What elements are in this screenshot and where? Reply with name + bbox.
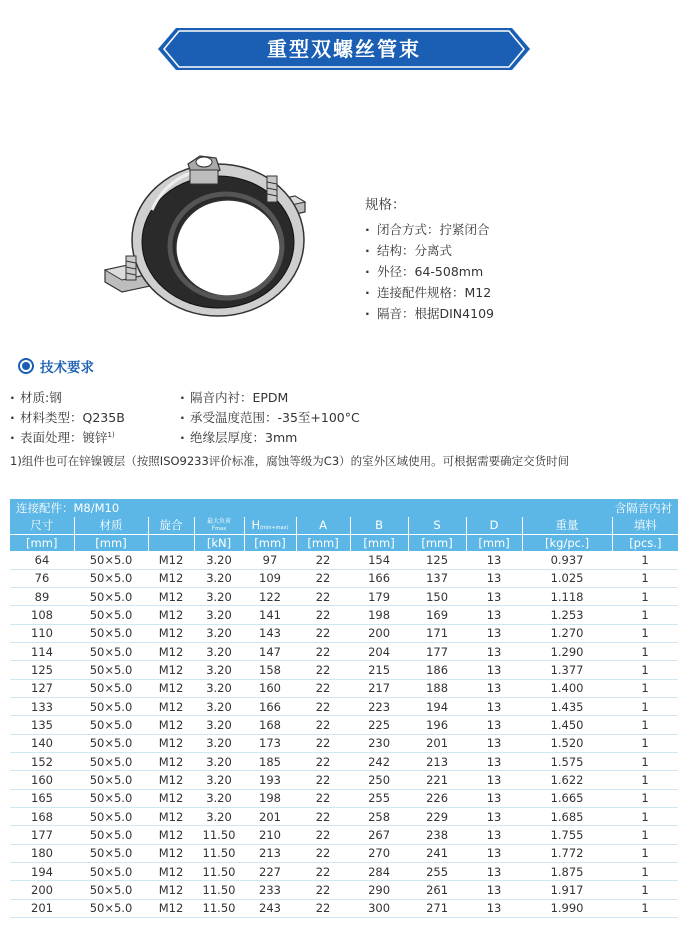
table-cell: 22	[296, 789, 350, 807]
table-cell: 13	[466, 899, 522, 917]
table-cell: 229	[408, 808, 466, 826]
table-cell: 11.50	[194, 826, 244, 844]
table-row	[10, 753, 678, 771]
pipe-clamp-image	[100, 140, 320, 325]
table-row	[10, 588, 678, 606]
table-cell: 110	[10, 624, 74, 642]
table-cell: M12	[148, 643, 194, 661]
table-caption: 连接配件：M8/M10	[10, 499, 350, 517]
table-row	[10, 698, 678, 716]
table-cell: 201	[244, 808, 296, 826]
table-cell: 3.20	[194, 643, 244, 661]
table-cell: 50×5.0	[74, 753, 148, 771]
table-row	[10, 734, 678, 752]
tech-requirements-right	[180, 388, 360, 448]
table-cell: 1	[612, 734, 678, 752]
table-cell: M12	[148, 899, 194, 917]
footnote: 1)组件也可在锌镍镀层（按照ISO9233评价标准，腐蚀等级为C3）的室外区域使用。可根据需要确定交货时间	[10, 454, 570, 468]
requirement-item: · 材质:钢	[10, 390, 62, 405]
table-cell: 3.20	[194, 734, 244, 752]
table-cell: M12	[148, 606, 194, 624]
requirement-item: · 隔音内衬：EPDM	[180, 390, 289, 405]
table-row	[10, 863, 678, 881]
table-cell: 141	[244, 606, 296, 624]
table-cell: 177	[10, 826, 74, 844]
table-cell: 13	[466, 881, 522, 899]
table-cell: 13	[466, 698, 522, 716]
unit-header: [mm]	[10, 534, 74, 551]
table-cell: 50×5.0	[74, 808, 148, 826]
table-cell: M12	[148, 679, 194, 697]
table-cell: 50×5.0	[74, 716, 148, 734]
table-cell: 3.20	[194, 606, 244, 624]
table-cell: 168	[10, 808, 74, 826]
table-cell: 140	[10, 734, 74, 752]
table-cell: 13	[466, 808, 522, 826]
table-cell: 242	[350, 753, 408, 771]
table-cell: 1.118	[522, 588, 612, 606]
table-cell: 22	[296, 588, 350, 606]
table-cell: 154	[350, 551, 408, 569]
table-cell: 133	[10, 698, 74, 716]
table-cell: 13	[466, 734, 522, 752]
table-cell: 152	[10, 753, 74, 771]
table-cell: M12	[148, 551, 194, 569]
column-header: S	[408, 517, 466, 534]
table-cell: 13	[466, 551, 522, 569]
table-cell: 217	[350, 679, 408, 697]
table-row	[10, 789, 678, 807]
table-cell: 13	[466, 679, 522, 697]
table-cell: 50×5.0	[74, 569, 148, 587]
table-cell: 22	[296, 643, 350, 661]
table-cell: 261	[408, 881, 466, 899]
table-cell: 180	[10, 844, 74, 862]
table-cell: 109	[244, 569, 296, 587]
table-cell: 22	[296, 753, 350, 771]
table-cell: 150	[408, 588, 466, 606]
table-cell: 1.400	[522, 679, 612, 697]
requirement-item: · 材料类型：Q235B	[10, 410, 125, 425]
unit-header: [pcs.]	[612, 534, 678, 551]
table-cell: M12	[148, 881, 194, 899]
table-cell: 1	[612, 551, 678, 569]
requirement-item: · 承受温度范围：-35至+100°C	[180, 410, 360, 425]
table-cell: 1	[612, 569, 678, 587]
table-cell: 11.50	[194, 881, 244, 899]
table-cell: 1.290	[522, 643, 612, 661]
table-cell: 284	[350, 863, 408, 881]
table-cell: 13	[466, 826, 522, 844]
table-cell: 11.50	[194, 863, 244, 881]
table-cell: 290	[350, 881, 408, 899]
table-cell: 13	[466, 716, 522, 734]
table-cell: 1	[612, 789, 678, 807]
table-cell: 3.20	[194, 569, 244, 587]
table-cell: 13	[466, 661, 522, 679]
table-cell: 50×5.0	[74, 679, 148, 697]
table-cell: M12	[148, 698, 194, 716]
table-row	[10, 624, 678, 642]
table-cell: 1	[612, 679, 678, 697]
table-cell: 1	[612, 606, 678, 624]
table-cell: 13	[466, 624, 522, 642]
table-cell: 250	[350, 771, 408, 789]
table-cell: M12	[148, 661, 194, 679]
table-cell: 50×5.0	[74, 606, 148, 624]
table-cell: 50×5.0	[74, 551, 148, 569]
spec-item: · 连接配件规格：M12	[365, 285, 492, 300]
table-cell: 270	[350, 844, 408, 862]
column-header: 旋合	[148, 517, 194, 534]
table-cell: 143	[244, 624, 296, 642]
table-cell: 13	[466, 863, 522, 881]
table-cell: 1	[612, 844, 678, 862]
table-cell: 1	[612, 899, 678, 917]
table-cell: 173	[244, 734, 296, 752]
table-cell: 204	[350, 643, 408, 661]
table-cell: 185	[244, 753, 296, 771]
column-header: 重量	[522, 517, 612, 534]
requirement-item: · 表面处理：镀锌$^{1)}$	[10, 430, 115, 445]
table-cell: 22	[296, 679, 350, 697]
table-cell: 186	[408, 661, 466, 679]
table-cell: 200	[350, 624, 408, 642]
table-cell: 127	[10, 679, 74, 697]
table-row	[10, 826, 678, 844]
table-cell: M12	[148, 826, 194, 844]
table-cell: 233	[244, 881, 296, 899]
table-cell: 97	[244, 551, 296, 569]
table-cell: 22	[296, 551, 350, 569]
tech-section-title: 技术要求	[18, 356, 94, 376]
table-cell: 1.772	[522, 844, 612, 862]
table-cell: 50×5.0	[74, 661, 148, 679]
table-cell: 1	[612, 881, 678, 899]
column-header: B	[350, 517, 408, 534]
table-cell: 201	[10, 899, 74, 917]
table-cell: 194	[408, 698, 466, 716]
column-header: A	[296, 517, 350, 534]
table-cell: 221	[408, 771, 466, 789]
table-cell: 171	[408, 624, 466, 642]
table-cell: 13	[466, 588, 522, 606]
table-cell: 1	[612, 753, 678, 771]
table-cell: 168	[244, 716, 296, 734]
table-cell: 193	[244, 771, 296, 789]
column-header: D	[466, 517, 522, 534]
table-cell: M12	[148, 844, 194, 862]
table-cell: 13	[466, 569, 522, 587]
table-cell: 1	[612, 661, 678, 679]
table-cell: 3.20	[194, 808, 244, 826]
table-cell: 227	[244, 863, 296, 881]
table-cell: 50×5.0	[74, 899, 148, 917]
page-title: 重型双螺丝管束	[267, 37, 421, 61]
table-cell: 22	[296, 734, 350, 752]
table-cell: 76	[10, 569, 74, 587]
table-cell: 135	[10, 716, 74, 734]
title-banner	[158, 28, 530, 70]
table-cell: 230	[350, 734, 408, 752]
table-cell: M12	[148, 771, 194, 789]
table-cell: 158	[244, 661, 296, 679]
table-row	[10, 643, 678, 661]
table-row	[10, 606, 678, 624]
table-caption-note: 含隔音内衬	[350, 499, 678, 517]
table-cell: 13	[466, 844, 522, 862]
table-cell: 1.875	[522, 863, 612, 881]
table-row	[10, 899, 678, 917]
table-cell: 11.50	[194, 899, 244, 917]
table-cell: 267	[350, 826, 408, 844]
table-cell: 177	[408, 643, 466, 661]
table-cell: 3.20	[194, 771, 244, 789]
spec-table	[10, 499, 678, 918]
requirement-item: · 绝缘层厚度：3mm	[180, 430, 298, 445]
table-cell: 1	[612, 863, 678, 881]
table-cell: 3.20	[194, 551, 244, 569]
table-cell: 165	[10, 789, 74, 807]
table-cell: 22	[296, 716, 350, 734]
table-row	[10, 679, 678, 697]
footnote-marker: 1)	[107, 431, 115, 439]
table-cell: 1.990	[522, 899, 612, 917]
table-row	[10, 716, 678, 734]
table-cell: 22	[296, 826, 350, 844]
table-cell: 179	[350, 588, 408, 606]
unit-header: [kN]	[194, 534, 244, 551]
table-cell: 1.377	[522, 661, 612, 679]
table-cell: 22	[296, 698, 350, 716]
table-row	[10, 661, 678, 679]
table-cell: 50×5.0	[74, 643, 148, 661]
table-cell: 198	[350, 606, 408, 624]
table-cell: 1.622	[522, 771, 612, 789]
table-cell: 166	[244, 698, 296, 716]
table-cell: 241	[408, 844, 466, 862]
radio-circle-icon	[18, 358, 34, 374]
table-cell: 50×5.0	[74, 624, 148, 642]
table-cell: 200	[10, 881, 74, 899]
column-header: 尺寸	[10, 517, 74, 534]
table-cell: 1.450	[522, 716, 612, 734]
table-cell: 22	[296, 606, 350, 624]
table-cell: 169	[408, 606, 466, 624]
table-cell: 300	[350, 899, 408, 917]
table-cell: 22	[296, 771, 350, 789]
table-cell: 22	[296, 899, 350, 917]
table-cell: 50×5.0	[74, 771, 148, 789]
table-row	[10, 771, 678, 789]
table-cell: 114	[10, 643, 74, 661]
table-cell: 50×5.0	[74, 588, 148, 606]
specs-list	[365, 193, 494, 324]
unit-header	[148, 534, 194, 551]
table-cell: 1.755	[522, 826, 612, 844]
table-cell: 13	[466, 606, 522, 624]
table-cell: 13	[466, 643, 522, 661]
specs-heading: 规格：	[365, 197, 406, 213]
table-cell: 22	[296, 661, 350, 679]
table-cell: 137	[408, 569, 466, 587]
table-cell: M12	[148, 588, 194, 606]
table-cell: 1	[612, 808, 678, 826]
table-cell: 1.253	[522, 606, 612, 624]
column-header: 填料	[612, 517, 678, 534]
table-row	[10, 844, 678, 862]
table-cell: 1	[612, 716, 678, 734]
table-cell: M12	[148, 569, 194, 587]
table-cell: 160	[10, 771, 74, 789]
table-cell: 255	[350, 789, 408, 807]
table-cell: M12	[148, 808, 194, 826]
table-cell: 22	[296, 844, 350, 862]
table-cell: 3.20	[194, 679, 244, 697]
spec-item: · 闭合方式：拧紧闭合	[365, 222, 490, 237]
table-cell: 64	[10, 551, 74, 569]
table-cell: 13	[466, 753, 522, 771]
table-cell: 213	[244, 844, 296, 862]
table-cell: M12	[148, 716, 194, 734]
table-cell: 0.937	[522, 551, 612, 569]
table-cell: 22	[296, 569, 350, 587]
table-cell: 50×5.0	[74, 863, 148, 881]
table-cell: 223	[350, 698, 408, 716]
table-cell: 3.20	[194, 698, 244, 716]
table-cell: 3.20	[194, 661, 244, 679]
table-cell: 1.665	[522, 789, 612, 807]
table-cell: 13	[466, 789, 522, 807]
table-cell: 1.575	[522, 753, 612, 771]
table-cell: 3.20	[194, 716, 244, 734]
tech-requirements-left	[10, 388, 125, 448]
table-cell: 210	[244, 826, 296, 844]
table-cell: 1.270	[522, 624, 612, 642]
column-header: 材质	[74, 517, 148, 534]
table-cell: 198	[244, 789, 296, 807]
table-cell: 194	[10, 863, 74, 881]
table-cell: 226	[408, 789, 466, 807]
table-cell: 122	[244, 588, 296, 606]
table-row	[10, 881, 678, 899]
column-header-h: H(min+max)	[244, 517, 296, 534]
unit-header: [mm]	[244, 534, 296, 551]
table-row	[10, 551, 678, 569]
unit-header: [mm]	[296, 534, 350, 551]
table-cell: 1.917	[522, 881, 612, 899]
table-cell: 271	[408, 899, 466, 917]
unit-header: [mm]	[350, 534, 408, 551]
unit-header: [mm]	[408, 534, 466, 551]
table-cell: 201	[408, 734, 466, 752]
table-cell: 22	[296, 881, 350, 899]
table-cell: 166	[350, 569, 408, 587]
table-cell: 1	[612, 588, 678, 606]
table-cell: 147	[244, 643, 296, 661]
table-cell: 3.20	[194, 588, 244, 606]
table-cell: 1	[612, 698, 678, 716]
table-cell: M12	[148, 734, 194, 752]
table-cell: 160	[244, 679, 296, 697]
spec-item: · 结构：分离式	[365, 243, 453, 258]
table-cell: 255	[408, 863, 466, 881]
table-cell: 215	[350, 661, 408, 679]
spec-item: · 隔音：根据DIN4109	[365, 306, 494, 321]
table-cell: 188	[408, 679, 466, 697]
unit-header: [mm]	[466, 534, 522, 551]
table-row	[10, 808, 678, 826]
table-cell: 196	[408, 716, 466, 734]
table-cell: M12	[148, 863, 194, 881]
table-cell: 89	[10, 588, 74, 606]
table-cell: 258	[350, 808, 408, 826]
table-cell: 22	[296, 624, 350, 642]
table-cell: 22	[296, 863, 350, 881]
table-cell: 1	[612, 643, 678, 661]
table-cell: 243	[244, 899, 296, 917]
spec-item: · 外径：64-508mm	[365, 264, 484, 279]
table-row	[10, 569, 678, 587]
table-cell: 1	[612, 624, 678, 642]
table-cell: 1.025	[522, 569, 612, 587]
table-cell: 3.20	[194, 789, 244, 807]
unit-header: [kg/pc.]	[522, 534, 612, 551]
table-cell: 108	[10, 606, 74, 624]
table-cell: 1	[612, 826, 678, 844]
table-cell: M12	[148, 753, 194, 771]
table-cell: 50×5.0	[74, 734, 148, 752]
table-cell: 50×5.0	[74, 844, 148, 862]
table-cell: 125	[408, 551, 466, 569]
table-cell: 11.50	[194, 844, 244, 862]
table-cell: 1	[612, 771, 678, 789]
table-cell: 50×5.0	[74, 789, 148, 807]
table-cell: 213	[408, 753, 466, 771]
table-cell: 50×5.0	[74, 826, 148, 844]
table-cell: 1.435	[522, 698, 612, 716]
table-body	[10, 551, 678, 918]
unit-header: [mm]	[74, 534, 148, 551]
table-cell: 125	[10, 661, 74, 679]
table-cell: M12	[148, 624, 194, 642]
table-cell: 3.20	[194, 624, 244, 642]
table-cell: 1.520	[522, 734, 612, 752]
table-cell: 22	[296, 808, 350, 826]
table-cell: 238	[408, 826, 466, 844]
table-cell: 50×5.0	[74, 881, 148, 899]
table-cell: 1.685	[522, 808, 612, 826]
table-cell: 50×5.0	[74, 698, 148, 716]
table-cell: M12	[148, 789, 194, 807]
column-header-fmax: 最大负荷 Fmax	[194, 517, 244, 534]
table-cell: 13	[466, 771, 522, 789]
table-cell: 3.20	[194, 753, 244, 771]
table-cell: 225	[350, 716, 408, 734]
